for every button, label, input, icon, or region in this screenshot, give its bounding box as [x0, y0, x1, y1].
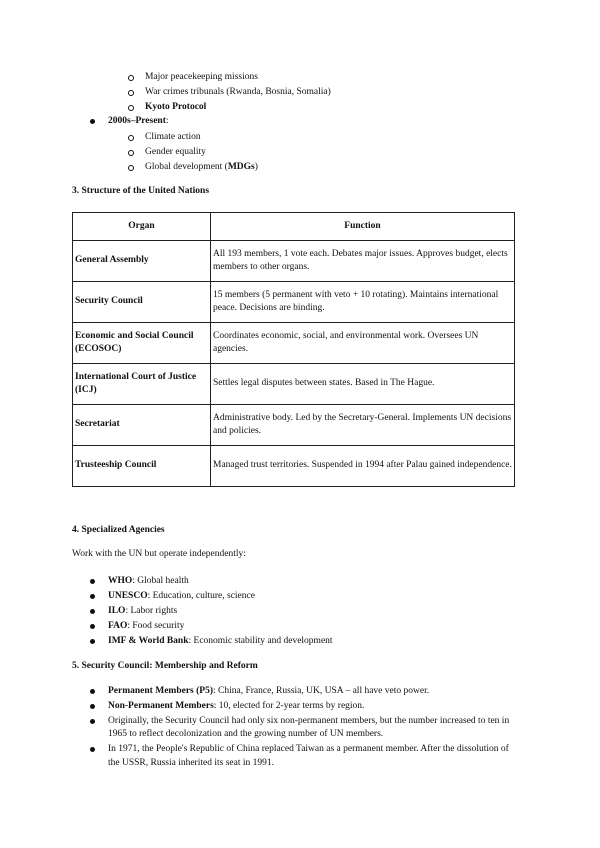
- un-structure-table: [72, 212, 515, 487]
- list-item-text: In 1971, the People's Republic of China replaced Taiwan as a permanent member. After the dissolution of the USSR, Russia inherited its seat in 1991.: [108, 744, 509, 768]
- agency-desc: : Education, culture, science: [147, 591, 255, 601]
- agency-desc: : Food security: [127, 621, 185, 631]
- section-3-heading: 3. Structure of the United Nations: [72, 186, 210, 196]
- list-item: [108, 715, 520, 743]
- list-item-text: Originally, the Security Council had only six non-permanent members, but the number increased to ten in 1965 to reflect decolonization and the growing number of UN members.: [108, 715, 510, 740]
- organ-cell: Security Council: [73, 282, 211, 323]
- function-cell: 15 members (5 permanent with veto + 10 rotating). Maintains international peace. Decisions are binding.: [211, 282, 515, 323]
- list-item-bold: MDGs: [227, 162, 255, 172]
- sub-list-2000s: [145, 131, 258, 176]
- function-cell: All 193 members, 1 vote each. Debates major issues. Approves budget, elects members to other organs.: [211, 241, 515, 282]
- list-item-bold: Kyoto Protocol: [145, 102, 207, 112]
- list-item: [108, 743, 520, 771]
- organ-cell: International Court of Justice (ICJ): [73, 364, 211, 405]
- list-item: [145, 161, 258, 176]
- agencies-list: [108, 575, 333, 650]
- list-item-text: : 10, elected for 2-year terms by region.: [213, 700, 365, 711]
- table-row: [73, 323, 515, 364]
- list-item: [108, 700, 520, 714]
- era-suffix: :: [165, 116, 169, 126]
- table-row: [73, 282, 515, 323]
- list-item: Gender equality: [145, 146, 258, 161]
- agency-name: FAO: [108, 621, 128, 631]
- agency-name: ILO: [108, 606, 126, 616]
- list-item: Major peacekeeping missions: [145, 71, 331, 86]
- table-row: [73, 364, 515, 405]
- section-4-intro: Work with the UN but operate independently:: [72, 549, 246, 559]
- table-row: [73, 241, 515, 282]
- list-item: [108, 685, 520, 699]
- agency-name: UNESCO: [108, 591, 148, 601]
- list-item-bold: Non-Permanent Members: [108, 700, 214, 711]
- section-5-heading: 5. Security Council: Membership and Reform: [72, 661, 258, 671]
- list-item: [108, 115, 169, 129]
- era-label: 2000s–Present: [108, 116, 166, 126]
- section-4-heading: 4. Specialized Agencies: [72, 525, 165, 535]
- agency-desc: : Economic stability and development: [188, 636, 333, 646]
- function-cell: Coordinates economic, social, and environmental work. Oversees UN agencies.: [211, 323, 515, 364]
- security-council-list: [108, 685, 520, 772]
- list-item-text: : China, France, Russia, UK, USA – all have veto power.: [213, 686, 430, 696]
- agency-desc: : Global health: [132, 576, 189, 586]
- agency-desc: : Labor rights: [125, 606, 178, 616]
- list-item: Climate action: [145, 131, 258, 146]
- table-row: [73, 405, 515, 446]
- list-item-text: ): [254, 162, 258, 172]
- list-item: [108, 590, 333, 605]
- list-item-bold: Permanent Members (P5): [108, 686, 213, 696]
- list-item-text: Global development (: [145, 162, 228, 172]
- list-item: [108, 575, 333, 590]
- list-item: [108, 605, 333, 620]
- function-cell: Settles legal disputes between states. Based in The Hague.: [211, 364, 515, 405]
- table-row: [73, 446, 515, 487]
- column-header-function: Function: [211, 213, 515, 241]
- sub-list-1990s: [145, 71, 331, 116]
- column-header-organ: Organ: [73, 213, 211, 241]
- organ-cell: General Assembly: [73, 241, 211, 282]
- function-cell: Managed trust territories. Suspended in 1994 after Palau gained independence.: [211, 446, 515, 487]
- organ-cell: Secretariat: [73, 405, 211, 446]
- function-cell: Administrative body. Led by the Secretary-General. Implements UN decisions and policies.: [211, 405, 515, 446]
- organ-cell: Trusteeship Council: [73, 446, 211, 487]
- agency-name: WHO: [108, 576, 133, 586]
- list-item: [108, 635, 333, 650]
- agency-name: IMF & World Bank: [108, 636, 189, 646]
- list-item: [145, 101, 331, 116]
- list-item: War crimes tribunals (Rwanda, Bosnia, Somalia): [145, 86, 331, 101]
- organ-cell: Economic and Social Council (ECOSOC): [73, 323, 211, 364]
- era-list: [108, 115, 169, 129]
- list-item: [108, 620, 333, 635]
